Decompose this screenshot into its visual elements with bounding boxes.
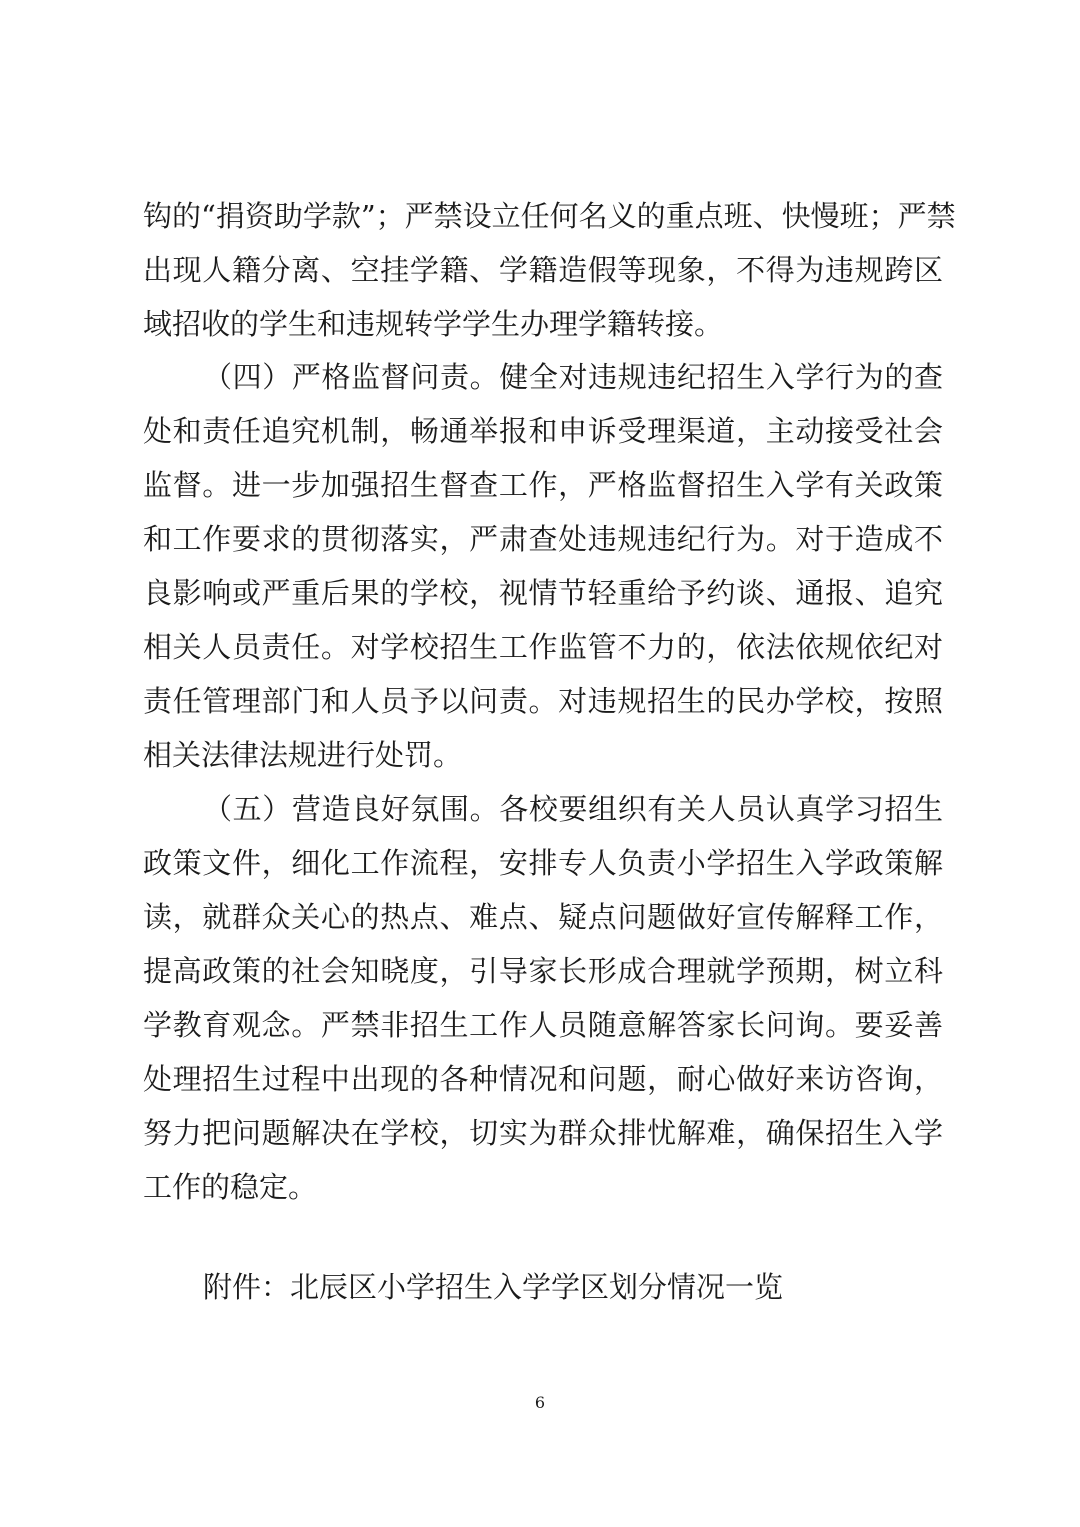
body-text-line: 提高政策的社会知晓度，引导家长形成合理就学预期，树立科: [143, 954, 943, 988]
body-text-line: 和工作要求的贯彻落实，严肃查处违规违纪行为。对于造成不: [143, 522, 943, 556]
body-text-line: 读，就群众关心的热点、难点、疑点问题做好宣传解释工作，: [143, 900, 943, 934]
body-text-line: 域招收的学生和违规转学学生办理学籍转接。: [143, 307, 724, 341]
body-text-line: 学教育观念。严禁非招生工作人员随意解答家长问询。要妥善: [143, 1008, 943, 1042]
page-number: 6: [534, 1393, 546, 1412]
body-text-line: 处和责任追究机制，畅通举报和申诉受理渠道，主动接受社会: [143, 414, 943, 448]
body-text-line: 相关人员责任。对学校招生工作监管不力的，依法依规依纪对: [143, 630, 943, 664]
body-text-line: 责任管理部门和人员予以问责。对违规招生的民办学校，按照: [143, 684, 943, 718]
body-text-line: 政策文件，细化工作流程，安排专人负责小学招生入学政策解: [143, 846, 943, 880]
body-text-line: 努力把问题解决在学校，切实为群众排忧解难，确保招生入学: [143, 1116, 943, 1150]
body-text-line: 良影响或严重后果的学校，视情节轻重给予约谈、通报、追究: [143, 576, 943, 610]
section-heading-line: （四）严格监督问责。健全对违规违纪招生入学行为的查: [203, 360, 943, 394]
attachment-note: 附件：北辰区小学招生入学学区划分情况一览: [203, 1270, 784, 1304]
body-text-line: 处理招生过程中出现的各种情况和问题，耐心做好来访咨询，: [143, 1062, 943, 1096]
body-text-line: 监督。进一步加强招生督查工作，严格监督招生入学有关政策: [143, 468, 943, 502]
body-text-line: 工作的稳定。: [143, 1170, 318, 1204]
section-heading-line: （五）营造良好氛围。各校要组织有关人员认真学习招生: [203, 792, 943, 826]
body-text-line: 钩的“捐资助学款”；严禁设立任何名义的重点班、快慢班；严禁: [143, 199, 956, 233]
body-text-line: 出现人籍分离、空挂学籍、学籍造假等现象，不得为违规跨区: [143, 253, 943, 287]
body-text-line: 相关法律法规进行处罚。: [143, 738, 463, 772]
